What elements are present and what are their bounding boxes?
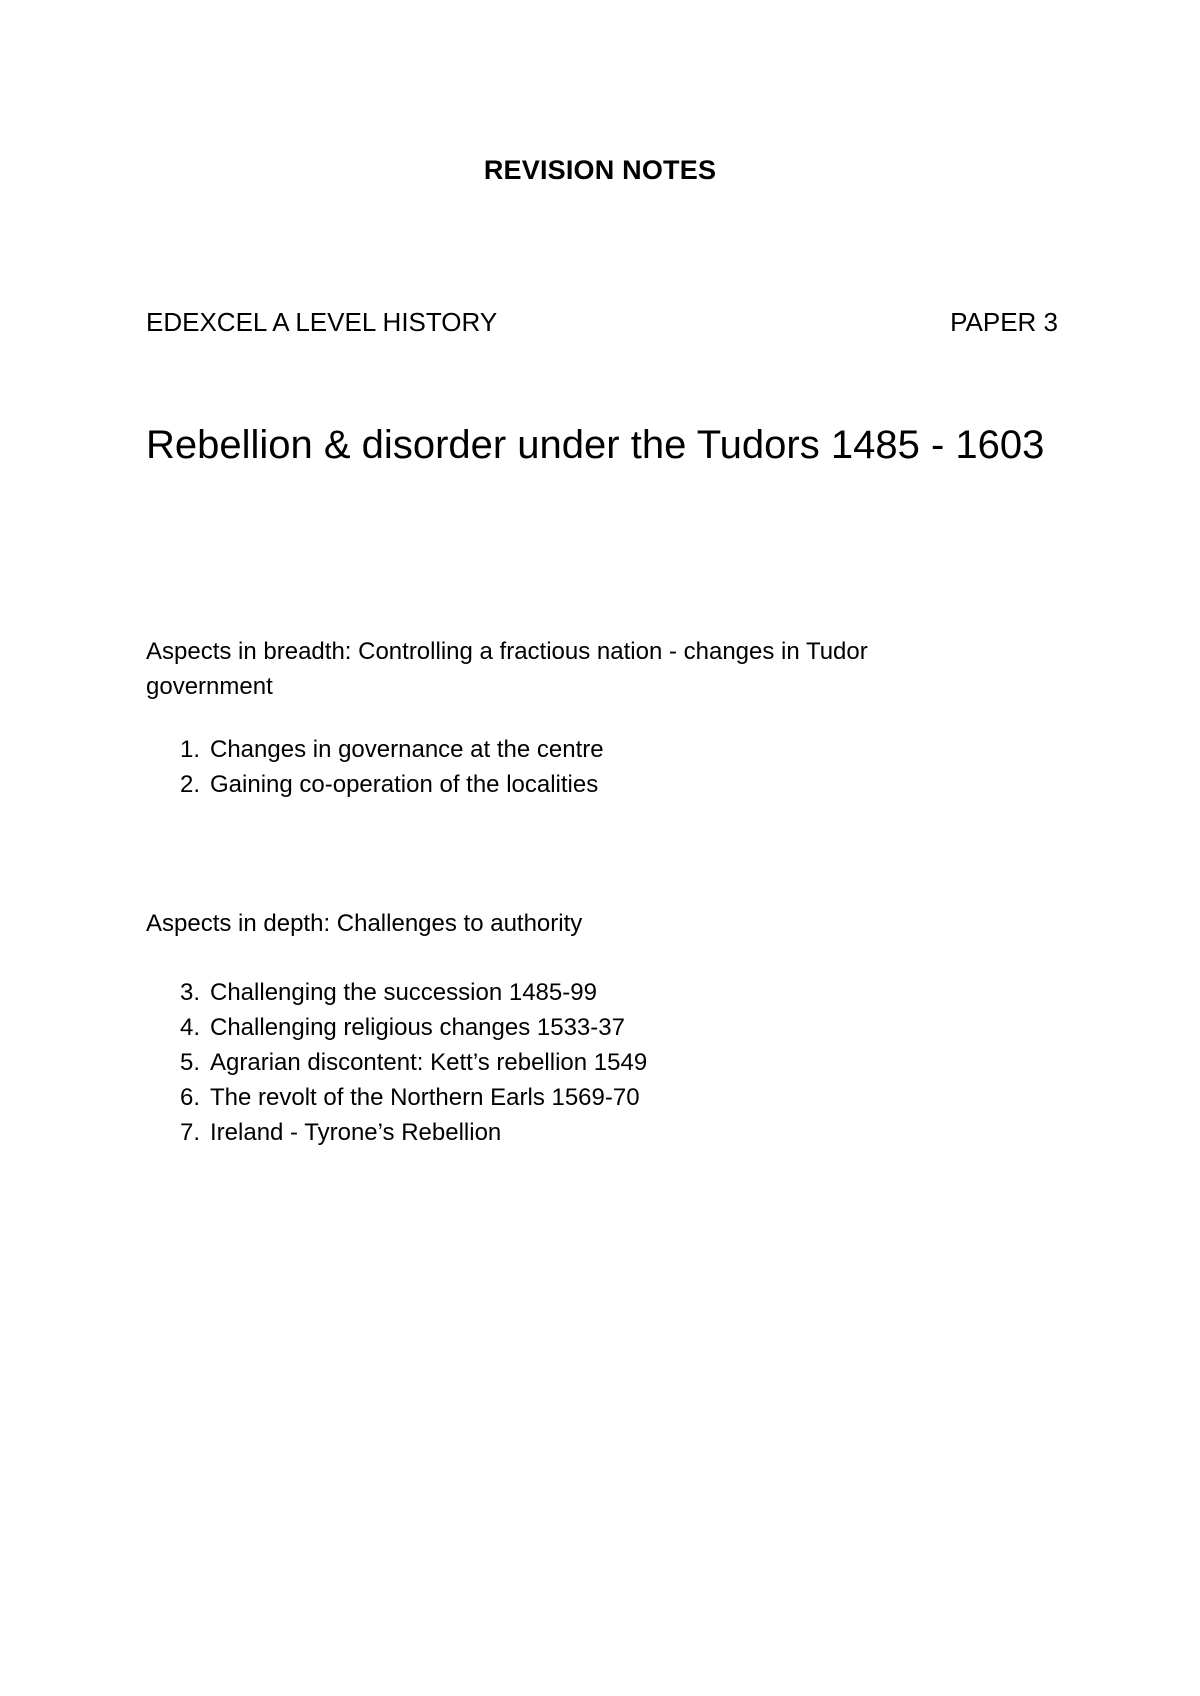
subject-row (146, 304, 1058, 340)
list-item (146, 975, 647, 1010)
list-item (146, 1115, 647, 1150)
list-item-text: Challenging religious changes 1533-37 (210, 1014, 625, 1041)
depth-topic-list (146, 975, 647, 1150)
list-item-number: 4. (179, 1014, 200, 1041)
course-name: EDEXCEL A LEVEL HISTORY (146, 307, 498, 337)
breadth-topic-list (146, 732, 604, 802)
list-item-text: Changes in governance at the centre (210, 736, 604, 763)
list-item (146, 1045, 647, 1080)
paper-number: PAPER 3 (950, 307, 1058, 337)
list-item-number: 1. (179, 736, 200, 763)
list-item-number: 3. (179, 979, 200, 1006)
list-item (146, 767, 604, 802)
list-item-text: The revolt of the Northern Earls 1569-70 (210, 1084, 640, 1111)
list-item-text: Ireland - Tyrone’s Rebellion (210, 1119, 502, 1146)
list-item-number: 6. (179, 1084, 200, 1111)
depth-heading: Aspects in depth: Challenges to authority (146, 910, 583, 937)
list-item (146, 732, 604, 767)
document-title: REVISION NOTES (483, 155, 717, 185)
list-item-text: Agrarian discontent: Kett’s rebellion 1549 (210, 1049, 648, 1076)
list-item (146, 1010, 647, 1045)
list-item (146, 1080, 647, 1115)
list-item-text: Challenging the succession 1485-99 (210, 979, 597, 1006)
list-item-number: 2. (179, 771, 200, 798)
breadth-heading: Aspects in breadth: Controlling a fractious nation - changes in Tudor government (146, 638, 868, 700)
list-item-number: 7. (179, 1119, 200, 1146)
list-item-number: 5. (179, 1049, 200, 1076)
list-item-text: Gaining co-operation of the localities (210, 771, 599, 798)
main-title: Rebellion & disorder under the Tudors 1485 - 1603 (146, 423, 1045, 467)
